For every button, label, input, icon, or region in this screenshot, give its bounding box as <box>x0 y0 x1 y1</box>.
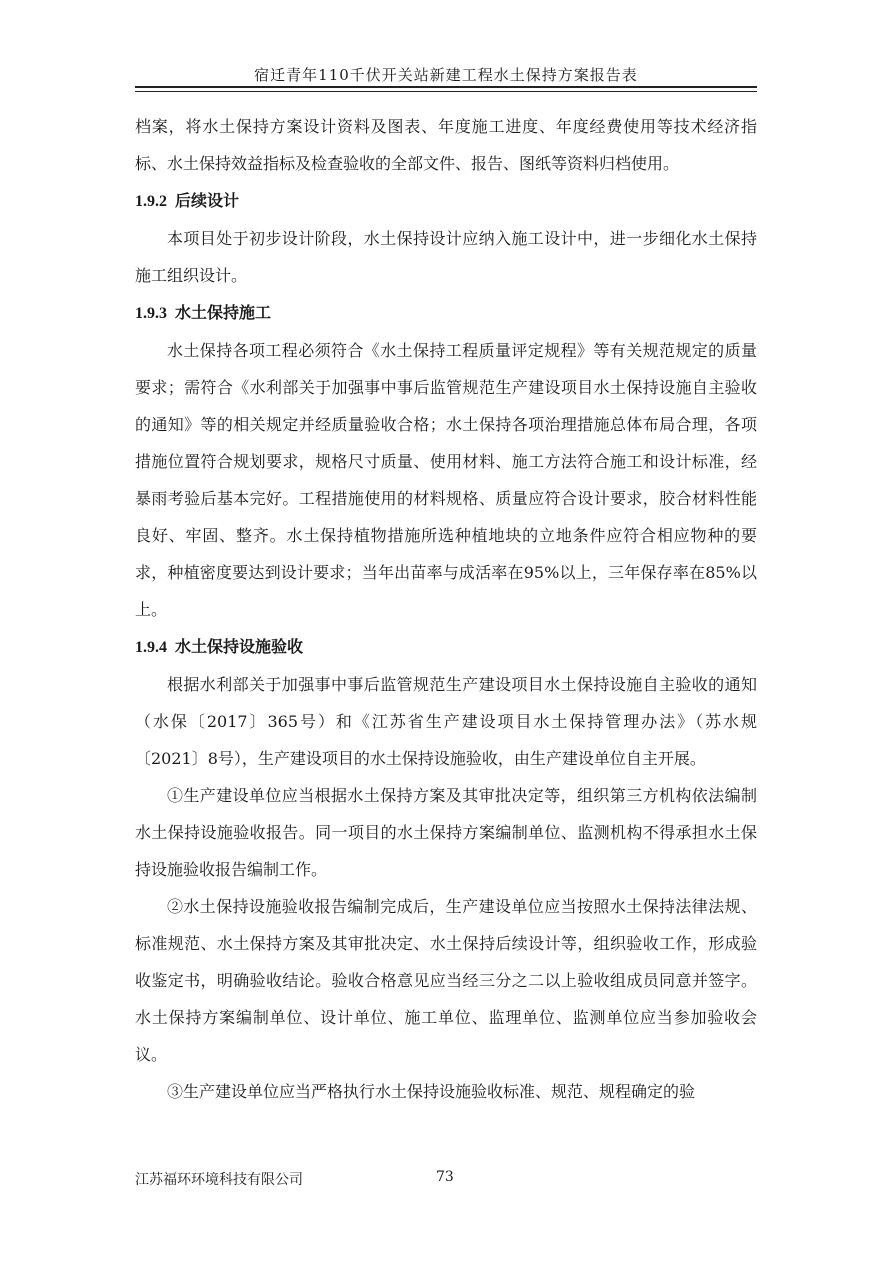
footer-company: 江苏福环环境科技有限公司 <box>135 1172 303 1188</box>
header-rule-thin <box>135 91 757 92</box>
paragraph-acceptance-basis: 根据水利部关于加强事中事后监管规范生产建设项目水土保持设施自主验收的通知（水保〔2017〕365号）和《江苏省生产建设项目水土保持管理办法》（苏水规〔2021〕8号），生产建设项目的水土保持设施验收，由生产建设单位自主开展。 <box>135 675 757 768</box>
header-title: 宿迁青年110千伏开关站新建工程水土保持方案报告表 <box>254 66 638 84</box>
paragraph-construction: 水土保持各项工程必须符合《水土保持工程质量评定规程》等有关规范规定的质量要求；需符合《水利部关于加强事中事后监管规范生产建设项目水土保持设施自主验收的通知》等的相关规定并经质量验收合格；水土保持各项治理措施总体布局合理，各项措施位置符合规划要求，规格尺寸质量、使用材料、施工方法符合施工和设计标准，经暴雨考验后基本完好。工程措施使用的材料规格、质量应符合设计要求，胶合材料性能良好、牢固、整齐。水土保持植物措施所选种植地块的立地条件应符合相应物种的要求，种植密度要达到设计要求；当年出苗率与成活率在95%以上，三年保存率在85%以上。 <box>135 341 757 619</box>
section-title: 水土保持施工 <box>175 303 272 322</box>
paragraph-acceptance-step-1: ①生产建设单位应当根据水土保持方案及其审批决定等，组织第三方机构依法编制水土保持设施验收报告。同一项目的水土保持方案编制单位、监测机构不得承担水土保持设施验收报告编制工作。 <box>135 786 757 879</box>
section-number: 1.9.4 <box>135 639 167 656</box>
section-number: 1.9.2 <box>135 193 167 210</box>
paragraph-archive: 档案，将水土保持方案设计资料及图表、年度施工进度、年度经费使用等技术经济指标、水土保持效益指标及检查验收的全部文件、报告、图纸等资料归档使用。 <box>135 117 757 173</box>
section-title: 后续设计 <box>175 191 240 210</box>
paragraph-acceptance-step-2: ②水土保持设施验收报告编制完成后，生产建设单位应当按照水土保持法律法规、标准规范、水土保持方案及其审批决定、水土保持后续设计等，组织验收工作，形成验收鉴定书，明确验收结论。验收合格意见应当经三分之二以上验收组成员同意并签字。水土保持方案编制单位、设计单位、施工单位、监理单位、监测单位应当参加验收会议。 <box>135 897 757 1064</box>
section-heading-1-9-4 <box>135 628 757 666</box>
page-number: 73 <box>436 1169 454 1185</box>
section-number: 1.9.3 <box>135 305 167 322</box>
page-body <box>135 108 757 1110</box>
section-title: 水土保持设施验收 <box>175 637 304 656</box>
section-heading-1-9-3 <box>135 294 757 332</box>
header-rule-thick <box>135 86 757 88</box>
paragraph-acceptance-step-3: ③生产建设单位应当严格执行水土保持设施验收标准、规范、规程确定的验 <box>167 1082 696 1101</box>
section-heading-1-9-2 <box>135 182 757 220</box>
paragraph-followup-design: 本项目处于初步设计阶段，水土保持设计应纳入施工设计中，进一步细化水土保持施工组织设计。 <box>135 229 757 285</box>
